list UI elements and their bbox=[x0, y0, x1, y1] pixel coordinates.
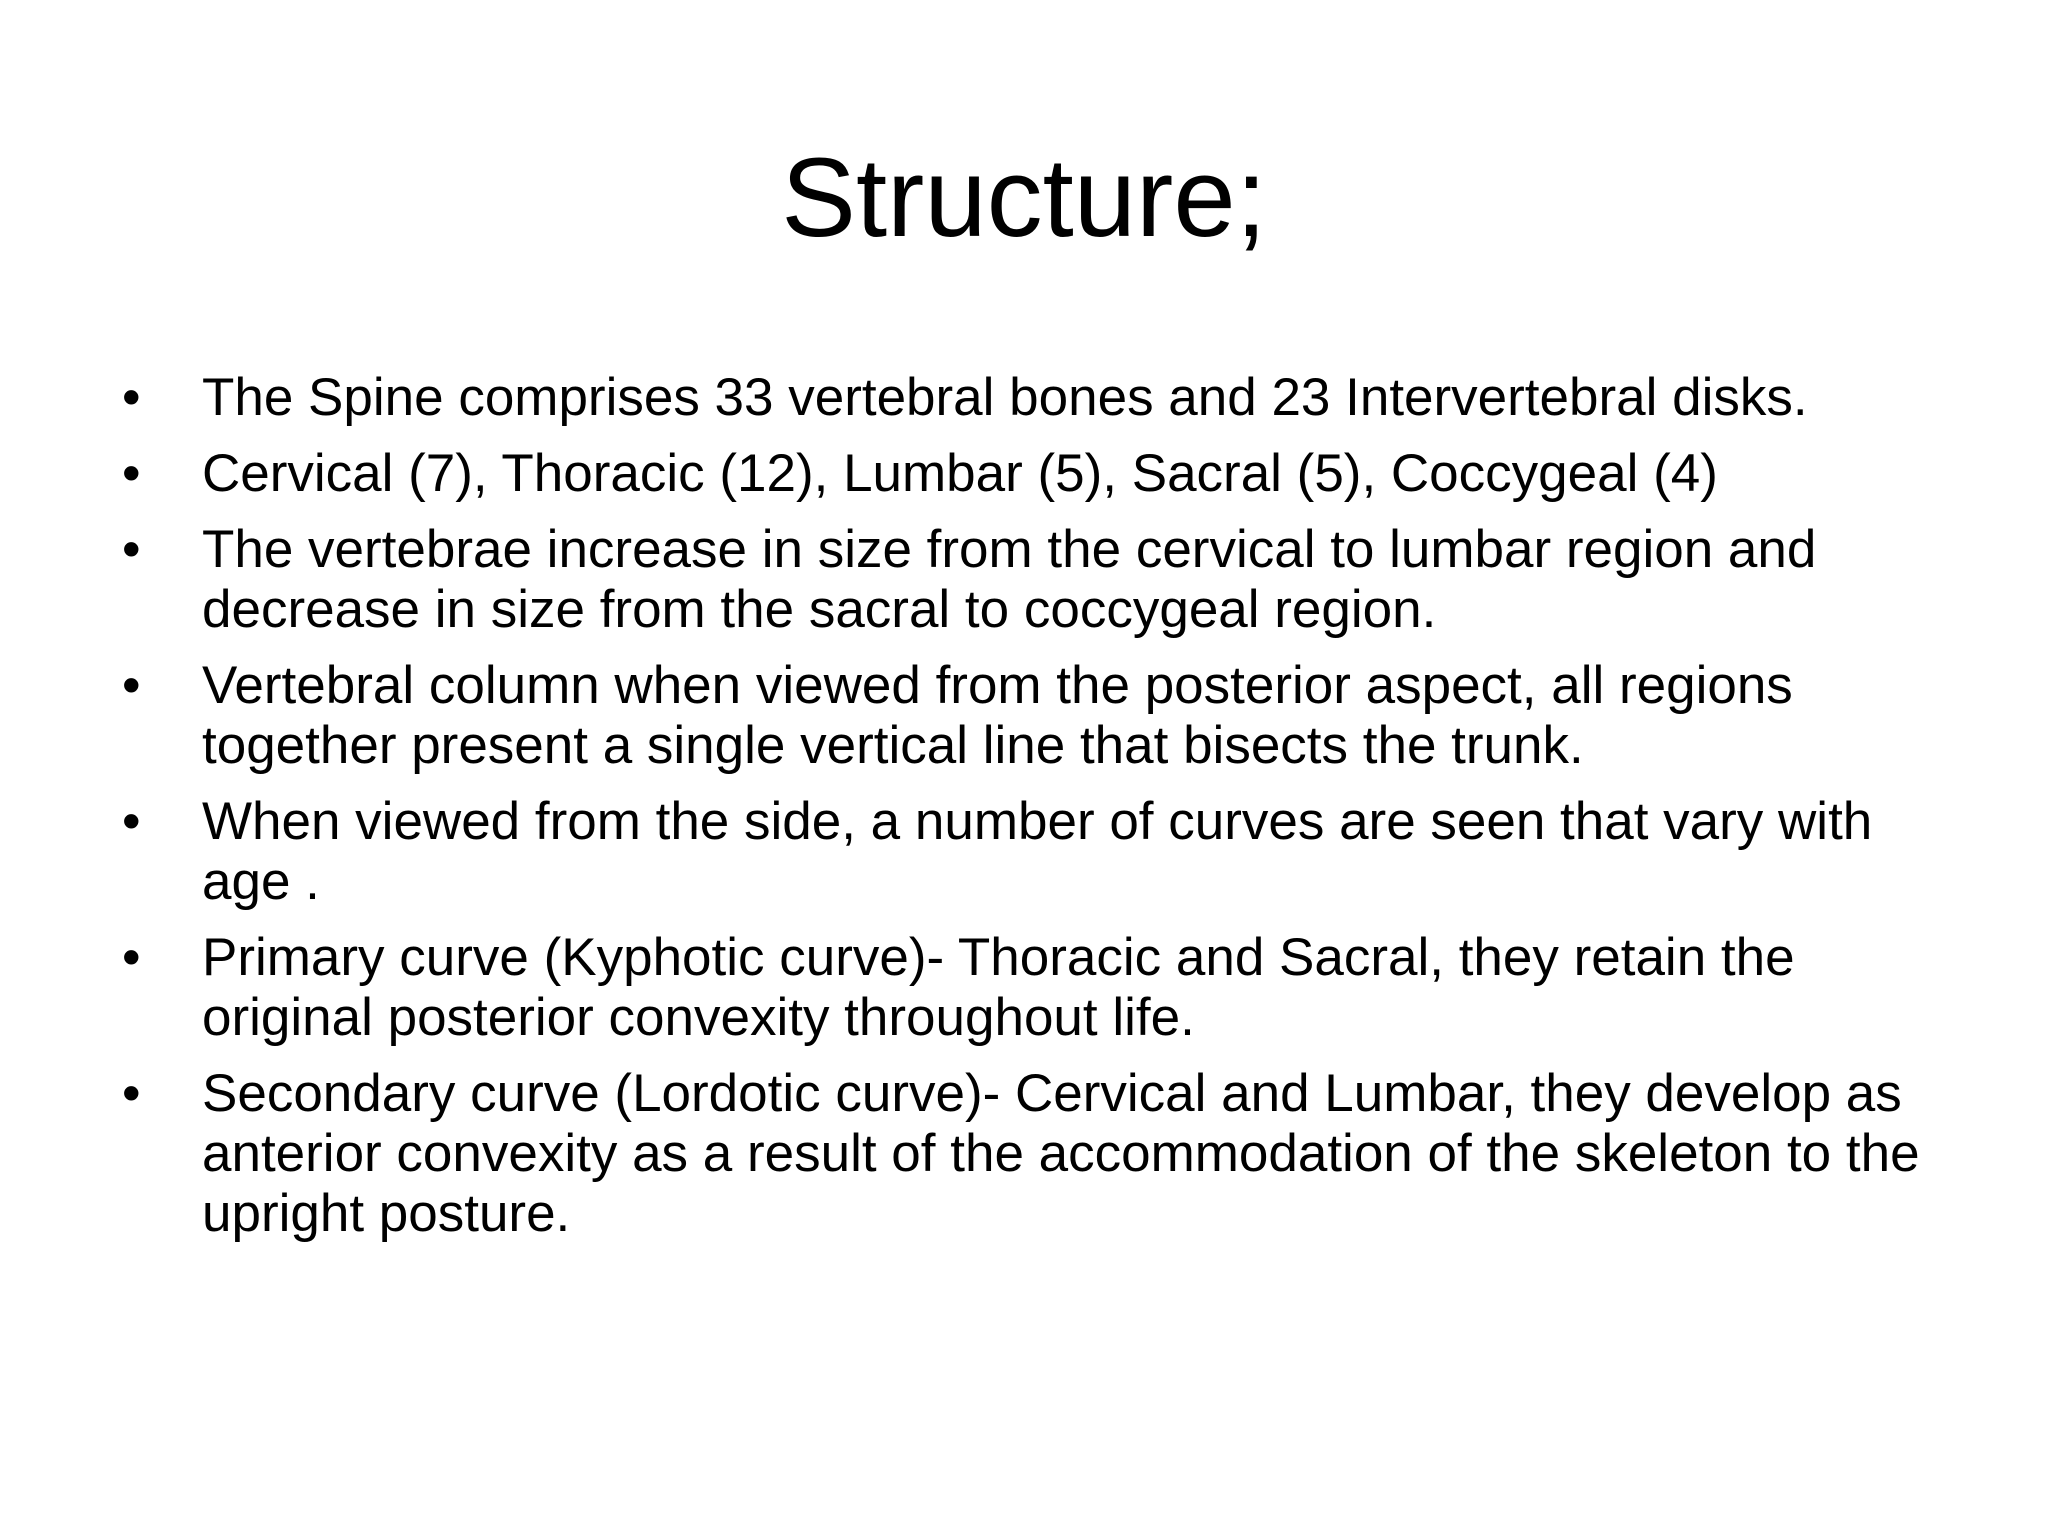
bullet-icon: • bbox=[122, 792, 141, 851]
bullet-icon: • bbox=[122, 1064, 141, 1123]
list-item bbox=[118, 656, 1958, 776]
bullet-text: Primary curve (Kyphotic curve)- Thoracic and Sacral, they retain the original posterior convexity throughout life. bbox=[202, 928, 1795, 1047]
bullet-text: Cervical (7), Thoracic (12), Lumbar (5), Sacral (5), Coccygeal (4) bbox=[202, 444, 1718, 503]
bullet-icon: • bbox=[122, 928, 141, 987]
list-item bbox=[118, 1064, 1958, 1244]
slide-title: Structure; bbox=[781, 135, 1267, 260]
bullet-icon: • bbox=[122, 656, 141, 715]
list-item bbox=[118, 520, 1958, 640]
bullet-text: Secondary curve (Lordotic curve)- Cervical and Lumbar, they develop as anterior convexity as a result of the accommodation of the skeleton to the upright posture. bbox=[202, 1064, 1920, 1243]
bullet-text: The vertebrae increase in size from the cervical to lumbar region and decrease in size from the sacral to coccygeal region. bbox=[202, 520, 1817, 639]
bullet-text: When viewed from the side, a number of curves are seen that vary with age . bbox=[202, 792, 1873, 911]
bullet-icon: • bbox=[122, 368, 141, 427]
bullet-text: The Spine comprises 33 vertebral bones and 23 Intervertebral disks. bbox=[202, 368, 1808, 427]
list-item bbox=[118, 928, 1958, 1048]
bullet-icon: • bbox=[122, 444, 141, 503]
list-item bbox=[118, 368, 1958, 428]
bullet-icon: • bbox=[122, 520, 141, 579]
bullet-list bbox=[118, 368, 1958, 1260]
list-item bbox=[118, 444, 1958, 504]
list-item bbox=[118, 792, 1958, 912]
bullet-text: Vertebral column when viewed from the posterior aspect, all regions together present a single vertical line that bisects the trunk. bbox=[202, 656, 1793, 775]
